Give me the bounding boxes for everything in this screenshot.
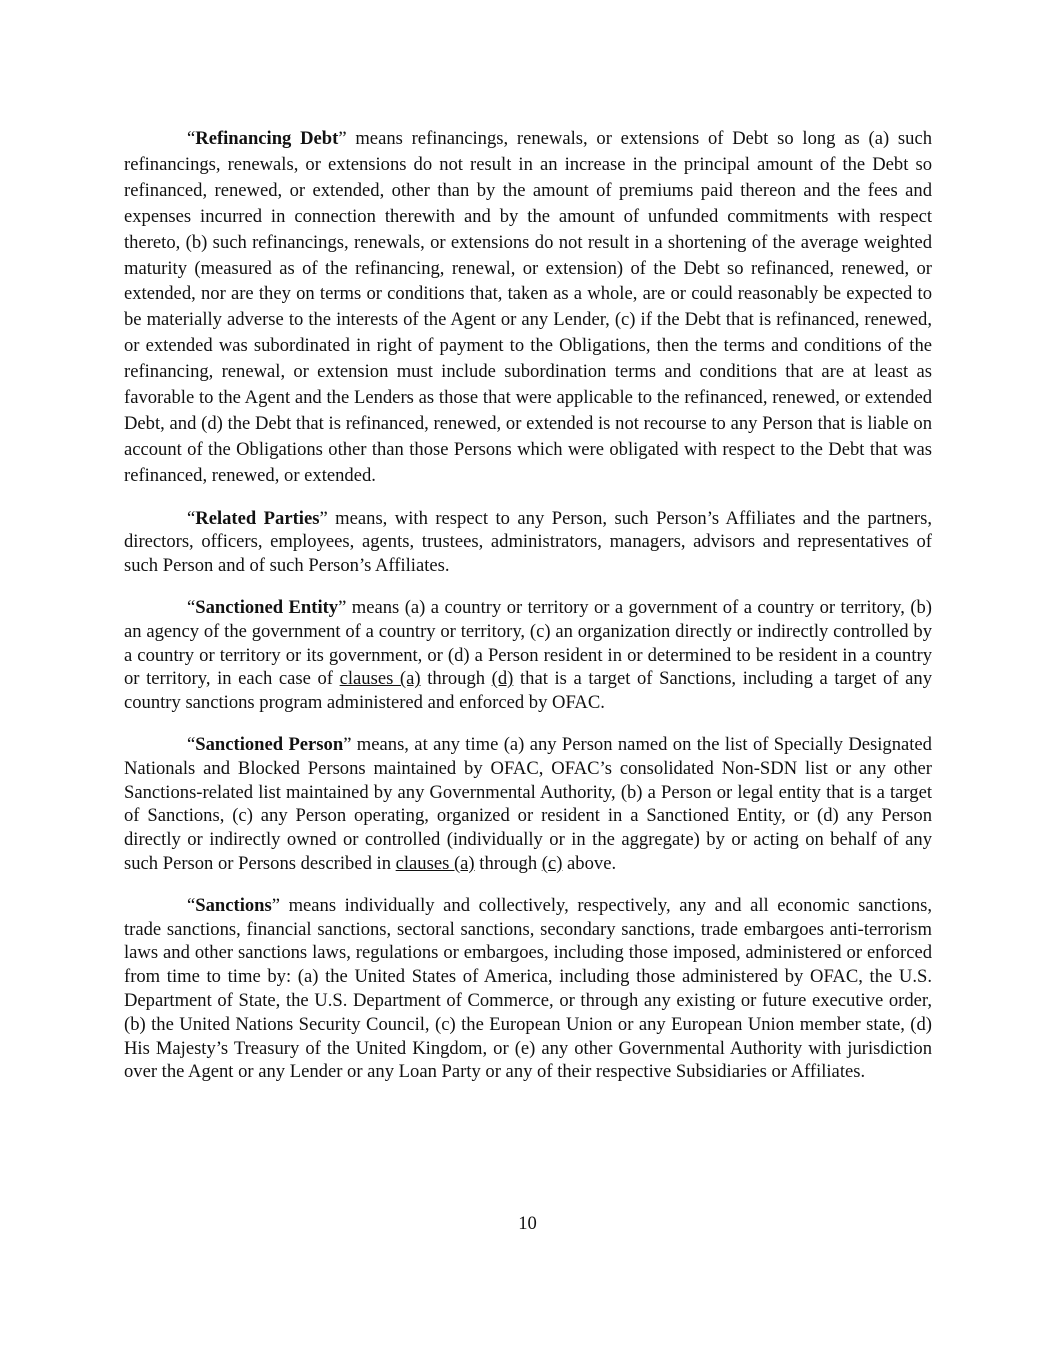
defined-term: Sanctions [195, 894, 272, 916]
definition-text: that is a target of Sanctions, including a target of any country sanctions program administered and enforced by OFAC. [124, 668, 933, 714]
open-quote: “ [187, 507, 196, 529]
definition-text: ” means individually and collectively, respectively, any and all economic sanctions, trade sanctions, financial sanctions, sectoral sanctions, secondary sanctions, trade embargoes anti-terrorism laws and other sanctions laws, regulations or embargoes, including those imposed, administered or enforced from time to time by: (a) the United States of America, including those administered by OFAC, the U.S. Department of State, the U.S. Department of Commerce, or through any existing or future executive order, (b) the United Nations Security Council, (c) the European Union or any European Union member state, (d) His Majesty’s Treasury of the United Kingdom, or (e) any other Governmental Authority with jurisdiction over the Agent or any Lender or any Loan Party or any of their respective Subsidiaries or Affiliates. [124, 894, 932, 1083]
defined-term: Sanctioned Entity [195, 597, 339, 619]
definition-sanctioned-entity [124, 596, 932, 715]
clause-reference: (d) [491, 668, 514, 690]
definition-text: above. [562, 853, 617, 875]
document-page [124, 126, 932, 1084]
defined-term: Related Parties [195, 507, 320, 529]
open-quote: “ [187, 128, 196, 149]
defined-term: Sanctioned Person [195, 734, 344, 756]
definition-sanctions [124, 894, 932, 1084]
clause-reference: (c) [541, 853, 563, 875]
definition-sanctioned-person [124, 733, 932, 876]
definition-refinancing-debt [124, 126, 932, 489]
open-quote: “ [187, 894, 196, 916]
defined-term: Refinancing Debt [195, 128, 339, 149]
clause-reference: clauses (a) [395, 853, 475, 875]
clause-reference: clauses (a) [339, 668, 421, 690]
definition-text: ” means, at any time (a) any Person named on the list of Specially Designated Nationals and Blocked Persons maintained by OFAC, OFAC’s consolidated Non-SDN list or any other Sanctions-related list maintained by any Governmental Authority, (b) a Person or legal entity that is a target of Sanctions, (c) any Person operating, organized or resident in a Sanctioned Entity, or (d) any Person directly or indirectly owned or controlled (individually or in the aggregate) by or acting on behalf of any such Person or Persons described in [124, 734, 932, 875]
definition-related-parties [124, 507, 932, 578]
page-number: 10 [518, 1213, 537, 1234]
definition-text: through [474, 853, 542, 875]
definition-text: ” means refinancings, renewals, or extensions of Debt so long as (a) such refinancings, renewals, or extensions do not result in an increase in the principal amount of the Debt so refinanced, renewed, or extended, other than by the amount of premiums paid thereon and the fees and expenses incurred in connection therewith and by the amount of unfunded commitments with respect thereto, (b) such refinancings, renewals, or extensions do not result in a shortening of the average weighted maturity (measured as of the refinancing, renewal, or extension) of the Debt so refinanced, renewed, or extended, nor are they on terms or conditions that, taken as a whole, are or could reasonably be expected to be materially adverse to the interests of the Agent or any Lender, (c) if the Debt that is refinanced, renewed, or extended was subordinated in right of payment to the Obligations, then the terms and conditions of the refinancing, renewal, or extension must include subordination terms and conditions that are at least as favorable to the Agent and the Lenders as those that were applicable to the refinanced, renewed, or extended Debt, and (d) the Debt that is refinanced, renewed, or extended is not recourse to any Person that is liable on account of the Obligations other than those Persons which were obligated with respect to the Debt that was refinanced, renewed, or extended. [124, 128, 932, 486]
open-quote: “ [187, 597, 196, 619]
definition-text: through [420, 668, 492, 690]
definition-text: ” means, with respect to any Person, such Person’s Affiliates and the partners, directors, officers, employees, agents, trustees, administrators, managers, advisors and representatives of such Person and of such Person’s Affiliates. [124, 507, 932, 577]
definition-text: ” means (a) a country or territory or a government of a country or territory, (b) an agency of the government of a country or territory, (c) an organization directly or indirectly controlled by a country or territory or its government, or (d) a Person resident in or determined to be resident in a country or territory, in each case of [124, 597, 932, 690]
open-quote: “ [187, 734, 196, 756]
